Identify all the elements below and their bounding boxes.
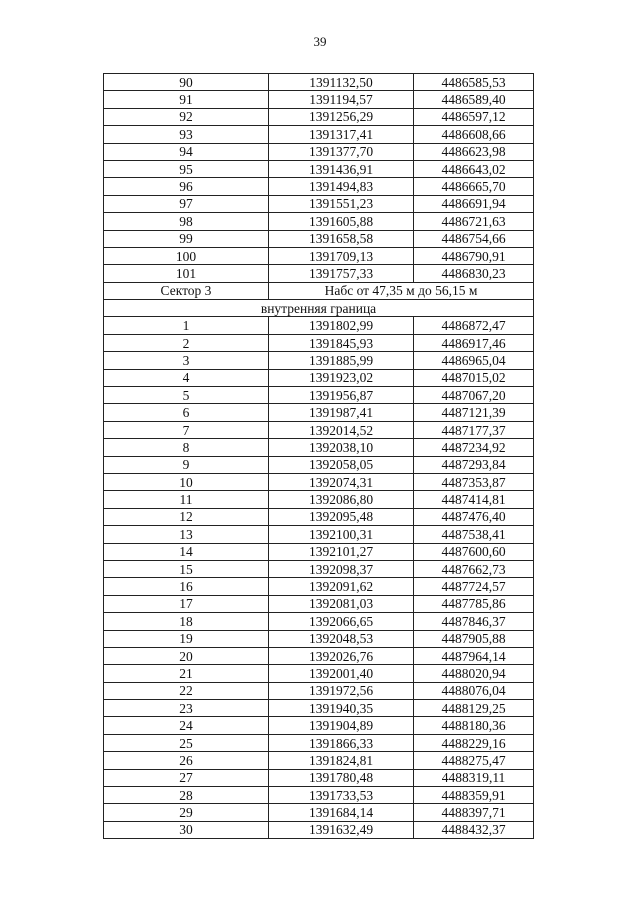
y-coordinate: 4486754,66 [414,230,534,247]
table-row [104,369,534,386]
rows-before [104,74,534,283]
point-number: 93 [104,126,269,143]
y-coordinate: 4487234,92 [414,439,534,456]
point-number: 10 [104,473,269,490]
y-coordinate: 4486721,63 [414,213,534,230]
y-coordinate: 4486585,53 [414,74,534,91]
table-row [104,682,534,699]
point-number: 16 [104,578,269,595]
table-row [104,769,534,786]
x-coordinate: 1392001,40 [269,665,414,682]
x-coordinate: 1391194,57 [269,91,414,108]
point-number: 95 [104,160,269,177]
table-row [104,700,534,717]
x-coordinate: 1392074,31 [269,473,414,490]
table-row [104,665,534,682]
table-row [104,526,534,543]
table-row [104,439,534,456]
table-row [104,265,534,282]
y-coordinate: 4487724,57 [414,578,534,595]
point-number: 92 [104,108,269,125]
table-row [104,230,534,247]
table-row [104,595,534,612]
point-number: 2 [104,334,269,351]
x-coordinate: 1392091,62 [269,578,414,595]
table-row [104,421,534,438]
x-coordinate: 1391866,33 [269,734,414,751]
x-coordinate: 1391987,41 [269,404,414,421]
y-coordinate: 4487662,73 [414,560,534,577]
x-coordinate: 1391436,91 [269,160,414,177]
rows-after [104,317,534,839]
point-number: 94 [104,143,269,160]
sector-label: Сектор 3 [104,282,269,299]
y-coordinate: 4487846,37 [414,613,534,630]
y-coordinate: 4488180,36 [414,717,534,734]
y-coordinate: 4487785,86 [414,595,534,612]
table-row [104,178,534,195]
y-coordinate: 4487476,40 [414,508,534,525]
point-number: 6 [104,404,269,421]
point-number: 21 [104,665,269,682]
table-row [104,352,534,369]
coordinates-table [103,73,534,839]
x-coordinate: 1391494,83 [269,178,414,195]
point-number: 17 [104,595,269,612]
x-coordinate: 1391824,81 [269,752,414,769]
point-number: 90 [104,74,269,91]
point-number: 4 [104,369,269,386]
table-row [104,473,534,490]
table-row [104,613,534,630]
point-number: 20 [104,647,269,664]
y-coordinate: 4487414,81 [414,491,534,508]
x-coordinate: 1391684,14 [269,804,414,821]
x-coordinate: 1391551,23 [269,195,414,212]
point-number: 98 [104,213,269,230]
point-number: 7 [104,421,269,438]
x-coordinate: 1392081,03 [269,595,414,612]
x-coordinate: 1391377,70 [269,143,414,160]
point-number: 12 [104,508,269,525]
x-coordinate: 1392101,27 [269,543,414,560]
point-number: 1 [104,317,269,334]
x-coordinate: 1392058,05 [269,456,414,473]
y-coordinate: 4487600,60 [414,543,534,560]
y-coordinate: 4486691,94 [414,195,534,212]
table-row [104,91,534,108]
table-row [104,247,534,264]
x-coordinate: 1392100,31 [269,526,414,543]
x-coordinate: 1392066,65 [269,613,414,630]
table-row [104,143,534,160]
y-coordinate: 4487293,84 [414,456,534,473]
point-number: 3 [104,352,269,369]
point-number: 9 [104,456,269,473]
y-coordinate: 4486623,98 [414,143,534,160]
x-coordinate: 1391256,29 [269,108,414,125]
table-row [104,491,534,508]
table-row [104,752,534,769]
point-number: 29 [104,804,269,821]
point-number: 13 [104,526,269,543]
table-row [104,804,534,821]
y-coordinate: 4487067,20 [414,387,534,404]
y-coordinate: 4486608,66 [414,126,534,143]
boundary-label: внутренняя граница [104,300,534,317]
point-number: 30 [104,821,269,838]
y-coordinate: 4487964,14 [414,647,534,664]
y-coordinate: 4488359,91 [414,787,534,804]
x-coordinate: 1391972,56 [269,682,414,699]
boundary-row [104,300,534,317]
table-row [104,195,534,212]
y-coordinate: 4488397,71 [414,804,534,821]
point-number: 28 [104,787,269,804]
x-coordinate: 1392014,52 [269,421,414,438]
x-coordinate: 1391757,33 [269,265,414,282]
y-coordinate: 4487121,39 [414,404,534,421]
x-coordinate: 1391845,93 [269,334,414,351]
x-coordinate: 1392048,53 [269,630,414,647]
point-number: 22 [104,682,269,699]
point-number: 27 [104,769,269,786]
table-row [104,717,534,734]
point-number: 5 [104,387,269,404]
point-number: 100 [104,247,269,264]
y-coordinate: 4486965,04 [414,352,534,369]
y-coordinate: 4486589,40 [414,91,534,108]
sector-header [104,282,534,317]
y-coordinate: 4488432,37 [414,821,534,838]
point-number: 19 [104,630,269,647]
table-row [104,334,534,351]
table-row [104,213,534,230]
table-row [104,317,534,334]
point-number: 91 [104,91,269,108]
x-coordinate: 1391733,53 [269,787,414,804]
table-row [104,787,534,804]
y-coordinate: 4486917,46 [414,334,534,351]
y-coordinate: 4487538,41 [414,526,534,543]
point-number: 26 [104,752,269,769]
table-row [104,647,534,664]
y-coordinate: 4488076,04 [414,682,534,699]
x-coordinate: 1391885,99 [269,352,414,369]
x-coordinate: 1391940,35 [269,700,414,717]
point-number: 23 [104,700,269,717]
y-coordinate: 4486665,70 [414,178,534,195]
x-coordinate: 1392038,10 [269,439,414,456]
table-row [104,387,534,404]
y-coordinate: 4486597,12 [414,108,534,125]
table-row [104,404,534,421]
x-coordinate: 1391605,88 [269,213,414,230]
y-coordinate: 4488319,11 [414,769,534,786]
y-coordinate: 4486830,23 [414,265,534,282]
x-coordinate: 1392086,80 [269,491,414,508]
x-coordinate: 1391923,02 [269,369,414,386]
table-row [104,560,534,577]
y-coordinate: 4486643,02 [414,160,534,177]
point-number: 18 [104,613,269,630]
y-coordinate: 4486872,47 [414,317,534,334]
table-row [104,126,534,143]
x-coordinate: 1392098,37 [269,560,414,577]
table-row [104,630,534,647]
x-coordinate: 1391956,87 [269,387,414,404]
table-row [104,74,534,91]
x-coordinate: 1391317,41 [269,126,414,143]
x-coordinate: 1391780,48 [269,769,414,786]
point-number: 11 [104,491,269,508]
table-row [104,508,534,525]
page-number: 39 [313,34,327,49]
x-coordinate: 1391632,49 [269,821,414,838]
x-coordinate: 1391709,13 [269,247,414,264]
x-coordinate: 1392026,76 [269,647,414,664]
x-coordinate: 1391904,89 [269,717,414,734]
y-coordinate: 4487177,37 [414,421,534,438]
y-coordinate: 4486790,91 [414,247,534,264]
point-number: 15 [104,560,269,577]
x-coordinate: 1391802,99 [269,317,414,334]
point-number: 25 [104,734,269,751]
table-row [104,543,534,560]
point-number: 24 [104,717,269,734]
x-coordinate: 1391132,50 [269,74,414,91]
y-coordinate: 4487905,88 [414,630,534,647]
point-number: 8 [104,439,269,456]
table-row [104,456,534,473]
y-coordinate: 4488275,47 [414,752,534,769]
table-row [104,734,534,751]
y-coordinate: 4487353,87 [414,473,534,490]
y-coordinate: 4488229,16 [414,734,534,751]
x-coordinate: 1391658,58 [269,230,414,247]
point-number: 101 [104,265,269,282]
table-row [104,821,534,838]
table-row [104,108,534,125]
sector-range: Набс от 47,35 м до 56,15 м [269,282,534,299]
y-coordinate: 4488020,94 [414,665,534,682]
y-coordinate: 4487015,02 [414,369,534,386]
table-row [104,160,534,177]
point-number: 99 [104,230,269,247]
point-number: 96 [104,178,269,195]
point-number: 97 [104,195,269,212]
table-row [104,578,534,595]
point-number: 14 [104,543,269,560]
sector-row [104,282,534,299]
x-coordinate: 1392095,48 [269,508,414,525]
y-coordinate: 4488129,25 [414,700,534,717]
